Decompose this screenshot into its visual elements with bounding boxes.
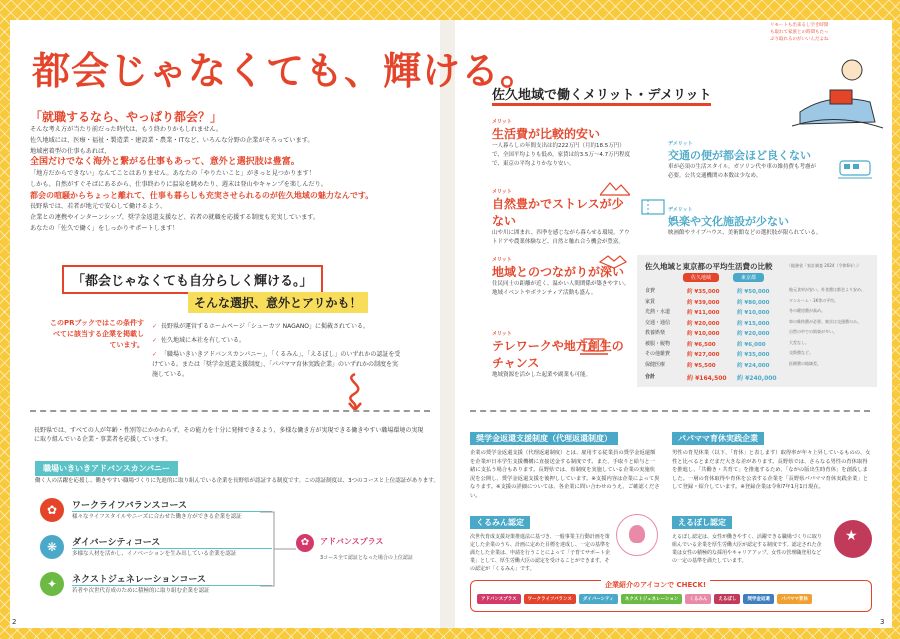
divider: [30, 410, 430, 412]
papamama-title: パパママ育休実践企業: [672, 432, 764, 445]
handshake-icon: [598, 252, 628, 270]
column-header-saku: 佐久地域: [683, 273, 719, 282]
intro-text: [30, 124, 402, 234]
table-note: （総務省「家計調査 2024（令和6年）」）: [787, 263, 861, 268]
merit-title-text: 生活費が比較的安い: [492, 127, 601, 141]
tag-nextgen: ネクストジェネレーション: [621, 594, 683, 604]
table-row-detail: 冬の暖房費が高め。: [789, 308, 825, 313]
total-label: 合計: [645, 374, 656, 380]
star-icon: ★: [845, 528, 858, 544]
cost-comparison-table: [637, 255, 877, 387]
merit-label: メリット: [492, 119, 512, 125]
advance-company-band: 職場いきいきアドバンスカンパニー: [35, 461, 178, 476]
intro-line: 「地方だからできない」なんてことはありません。あなたの「やりたいこと」がきっと見つかります！: [30, 170, 315, 177]
table-row-saku: 約 ¥20,000: [687, 320, 720, 327]
kurumin-logo: [616, 514, 658, 556]
demerit-label: デメリット: [668, 141, 693, 147]
merit-title: [492, 330, 632, 371]
table-row-saku: 約 ¥39,000: [687, 299, 720, 306]
intro-line: そんな考え方が当たり前だった時代は、もう終わりかもしれません。: [30, 126, 223, 133]
table-row-saku: 約 ¥10,000: [687, 331, 720, 337]
scholarship-title: 奨学金返還支援制度（代理返還制度）: [470, 432, 618, 445]
table-row-detail: 車の維持費が必要。東京は交通費のみ。: [789, 318, 862, 324]
demerit-desc: 映画館やライブハウス、美術館などの選択肢が限られている。: [668, 230, 822, 236]
demerit-title: [668, 140, 818, 163]
condition-item: [152, 322, 402, 332]
course-title: ダイバーシティコース: [72, 535, 272, 549]
table-row-tokyo: 約 ¥24,000: [737, 362, 770, 369]
scholarship-body: 企業の奨学金返還支援（代理返還制度）とは、雇用する従業員の奨学金返還額を企業が日本学生支援機構に直接送金する制度です。また、手取りと給与と一緒に支払う場合もあります。長野県では、県制度を実施している企業の実施状況を公開し、奨学金返還支援を後押ししています。※支援内容は企業によって異なります。※支援の詳細については、各企業に問い合わせのうえ、ご確認ください。: [470, 450, 660, 499]
merit-cost: [492, 118, 632, 169]
course-diversity: [40, 535, 290, 561]
merit-desc: 一人暮らしの年間支出は約222万円（月約18.5万円）で、全国平均よりも低め。家賃は約3.5万〜4.7万円程度で、東京の平均よりかなり安い。: [492, 143, 631, 167]
advance-company-note: 働く人の活躍を応援し、働きやすい職場づくりに先進的に取り組んでいる企業を長野県が認証する制度です。この認証制度は、3つのコースと上位認証があります。: [35, 478, 439, 484]
intro-highlight: 都会の喧騒からちょっと離れて、仕事も暮らしも充実させられるのが佐久地域の魅力なんです。: [30, 191, 374, 200]
divider: [470, 410, 870, 412]
swirl-arrow-icon: [340, 372, 370, 412]
table-row-item: 教養娯楽: [645, 330, 666, 336]
merit-label: メリット: [492, 331, 512, 337]
check-icon: ✓: [152, 323, 158, 330]
demerit-label: デメリット: [668, 207, 693, 213]
condition-item: [152, 336, 402, 346]
support-lead: 長野県では、すべての人が年齢・性別等にかかわらず、その能力を十分に発揮できるよう、多様な働き方が実現できる働きやすい職場環境の実現に取り組んでいる企業・事業者を応援しています。: [34, 427, 424, 443]
table-row-detail: 医療費の地域差。: [789, 360, 821, 366]
tag-worklife: ワークライフバランス: [524, 594, 576, 604]
speech-bubble: リモートも出来るし空き時間も取れて家族との時間もたっぷり取れるのがいいんだよね: [770, 23, 829, 42]
papamama-body: 男性の育児休業（以下、「育休」と表します）取得率が年々上昇しているものの、女性と比べるとまだまだ大きな差があります。長野県では、さらなる男性の育休取得を推進し、「共働き・共育て」を推進するため、「ながの版出生時育休」を創設しました。一層の育休取得や育休を公表する企業を「長野県パパママ育休実践企業」として登録・紹介しています。※登録企業は令和7年1月1日現在。: [672, 450, 871, 490]
merit-telework: [492, 330, 632, 380]
merit-nature: [492, 188, 632, 247]
intro-line: 佐久地域には、医療・福祉・製造業・建設業・農業・ITなど、いろんな分野の企業がそろっています。: [30, 137, 314, 144]
merit-demerit-header: 佐久地域で働くメリット・デメリット: [492, 84, 711, 106]
sprout-icon: ✦: [40, 572, 64, 596]
merit-desc: 住民同士の距離が近く、温かい人間関係が築きやすい。地域イベントやボランティア活動も盛ん。: [492, 281, 630, 296]
demerit-title: [668, 206, 828, 229]
table-row-item: 被服・履物: [645, 340, 671, 347]
table-row-item: 保健医療: [645, 361, 666, 368]
table-row-detail: 交際費など。: [789, 350, 813, 355]
advance-plus-title: アドバンスプラス: [320, 537, 384, 546]
check-icon: ✓: [152, 351, 158, 358]
laptop-icon: [580, 338, 608, 356]
kurumin-section: [470, 510, 610, 573]
table-row-item: その他雑費: [645, 351, 671, 357]
intro-line: 地域密着型の仕事もあれば、: [30, 148, 111, 155]
table-row-detail: 地元食材が安い。外食費は都会より安め。: [789, 287, 865, 292]
icon-legend: [470, 580, 872, 612]
table-row-tokyo: 約 ¥10,000: [737, 310, 770, 316]
course-worklife: [40, 498, 290, 524]
baby-icon: [629, 525, 645, 543]
total-tokyo: 約 ¥240,000: [737, 375, 777, 382]
illustration-person: [770, 22, 885, 132]
intro-line: 長野県では、若者が地元で安心して働けるよう、: [30, 203, 167, 210]
eruboshi-body: えるぼし認定は、女性が働きやすく、活躍できる職場づくりに取り組んでいる企業を厚生労働大臣が認定する制度です。認定された企業は女性の積極的な採用やキャリアアップ、女性の管理職登用などの一定の基準を満たしています。: [672, 534, 822, 564]
table-row-tokyo: 約 ¥35,000: [737, 352, 770, 358]
table-row-saku: 約 ¥11,000: [687, 310, 720, 316]
kurumin-title: くるみん認定: [470, 516, 530, 529]
mountain-icon: [600, 180, 630, 196]
table-row-tokyo: 約 ¥15,000: [737, 320, 770, 327]
demerit-desc: 車が必須の生活スタイル。ガソリン代や車の維持費も考慮が必要。公共交通機関の本数は少なめ。: [668, 164, 816, 179]
merit-desc: 地域資源を活かした起業や副業も可能。: [492, 372, 592, 378]
flower-icon: ✿: [40, 498, 64, 522]
condition-text: 「職場いきいきアドバンスカンパニー」、「くるみん」、「えるぼし」のいずれかの認証を受けている。または「奨学金返還支援制度」、「パパママ育休実践企業」のいずれかの制度を実施している。: [152, 351, 401, 378]
eruboshi-logo: [834, 520, 872, 558]
papamama-section: [672, 426, 872, 492]
table-row-saku: 約 ¥5,500: [687, 362, 716, 369]
table-row-tokyo: 約 ¥80,000: [737, 299, 770, 306]
eruboshi-section: [672, 510, 822, 565]
scholarship-section: [470, 426, 660, 500]
table-row-detail: 自然の中での娯楽が多い。: [789, 329, 837, 334]
intro-highlight: 全国だけでなく海外と繋がる仕事もあって、意外と選択肢は豊富。: [30, 157, 300, 167]
conditions-note: このPRブックではこの条件すべてに該当する企業を掲載しています。: [49, 319, 144, 349]
snowflake-icon: ❋: [40, 535, 64, 559]
table-row-tokyo: 約 ¥20,000: [737, 331, 770, 337]
table-row-item: 光熱・水道: [645, 309, 671, 315]
book-spine: [440, 20, 455, 628]
page-title: 都会じゃなくても、輝ける。: [32, 49, 540, 93]
table-row-saku: 約 ¥27,000: [687, 352, 720, 358]
table-row-saku: 約 ¥6,500: [687, 341, 716, 348]
bracket-connector: [260, 510, 300, 590]
ticket-icon: [640, 196, 666, 218]
train-icon: [838, 158, 872, 180]
table-row-tokyo: 約 ¥50,000: [737, 289, 770, 295]
eruboshi-title: えるぼし認定: [672, 516, 732, 529]
kurumin-body: 次世代育成支援対策推進法に基づき、一般事業主行動計画を策定した企業のうち、計画に定めた目標を達成し、一定の基準を満たした企業は、申請を行うことによって「子育てサポート企業」として、厚生労働大臣の認定を受けることができます。その認定が「くるみん」です。: [470, 534, 611, 572]
merit-desc: 山や川に囲まれ、四季を感じながら暮らせる環境。アウトドアや農業体験など、自然と触れ合う機会が豊富。: [492, 230, 630, 245]
table-row-saku: 約 ¥35,000: [687, 289, 720, 295]
person-with-laptop-icon: [790, 52, 885, 132]
intro-line: あなたの「佐久で働く」をしっかりサポートします！: [30, 225, 179, 232]
slogan-box: 「都会じゃなくても自分らしく輝ける。」: [62, 265, 323, 294]
course-nextgen: [40, 572, 290, 598]
demerit-title-text: 娯楽や文化施設が少ない: [668, 215, 789, 228]
page-number: 3: [880, 618, 885, 626]
icon-legend-title: 企業紹介のアイコンで CHECK!: [601, 580, 710, 590]
page-number: 2: [12, 618, 17, 626]
course-desc: 様々なライフスタイルやニーズに合わせた働き方ができる企業を認証: [72, 514, 242, 520]
table-row-detail: 大差なし。: [789, 339, 809, 345]
advance-plus-desc: 3コース全て認証となった場合の上位認証: [320, 555, 413, 561]
merit-title-text: テレワークや地方創生のチャンス: [492, 339, 624, 370]
tag-diversity: ダイバーシティ: [579, 594, 618, 604]
table-row-item: 食費: [645, 288, 656, 294]
table-row-item: 交通・通信: [645, 319, 671, 326]
column-header-tokyo: 東京都: [733, 273, 764, 282]
advance-plus-icon: ✿: [296, 534, 314, 552]
condition-text: 長野県が運営するホームページ「シューカツ NAGANO」に掲載されている。: [161, 323, 370, 330]
check-icon: ✓: [152, 337, 158, 344]
tag-scholarship: 奨学金返還: [743, 594, 774, 604]
merit-label: メリット: [492, 257, 512, 263]
tag-advance-plus: アドバンスプラス: [477, 594, 521, 604]
tag-kurumin: くるみん: [685, 594, 711, 604]
tag-papamama: パパママ育休: [777, 594, 812, 604]
condition-text: 佐久地域に本社を有している。: [161, 337, 246, 344]
merit-title: [492, 118, 632, 142]
intro-line: しかも、自然がすぐそばにあるから、仕事終わりに温泉を眺めたり、週末は登山やキャンプを楽しんだり。: [30, 181, 327, 188]
course-title: ネクストジェネレーションコース: [72, 572, 272, 586]
course-title: ワークライフバランスコース: [72, 498, 272, 512]
intro-line: 企業との連携やインターンシップ、奨学金返還支援など、若者の就職を応援する制度も充実しています。: [30, 214, 320, 221]
merit-title-text: 地域とのつながりが深い: [492, 265, 625, 279]
merit-label: メリット: [492, 189, 512, 195]
merit-title-text: 自然豊かでストレスが少ない: [492, 197, 624, 228]
table-row-detail: ワンルーム・1K等の平均。: [789, 297, 839, 303]
demerit-title-text: 交通の便が都会ほど良くない: [668, 149, 811, 162]
total-saku: 約 ¥164,500: [687, 375, 727, 382]
table-row-tokyo: 約 ¥6,000: [737, 341, 766, 348]
question-heading: 「就職するなら、やっぱり都会？」: [30, 110, 223, 124]
table-title: 佐久地域と東京都の平均生活費の比較: [645, 262, 773, 271]
table-row-item: 家賃: [645, 298, 656, 305]
icon-tags: [477, 594, 812, 604]
demerit-transport: [668, 140, 818, 181]
tag-eruboshi: えるぼし: [714, 594, 740, 604]
slogan-sub: そんな選択、意外とアリかも！: [188, 292, 368, 313]
course-desc: 若者や次世代育成のために積極的に取り組む企業を認証: [72, 588, 210, 594]
course-desc: 多様な人材を活かし、イノベーションを生み出している企業を認証: [72, 551, 237, 557]
demerit-entertainment: [668, 206, 828, 238]
